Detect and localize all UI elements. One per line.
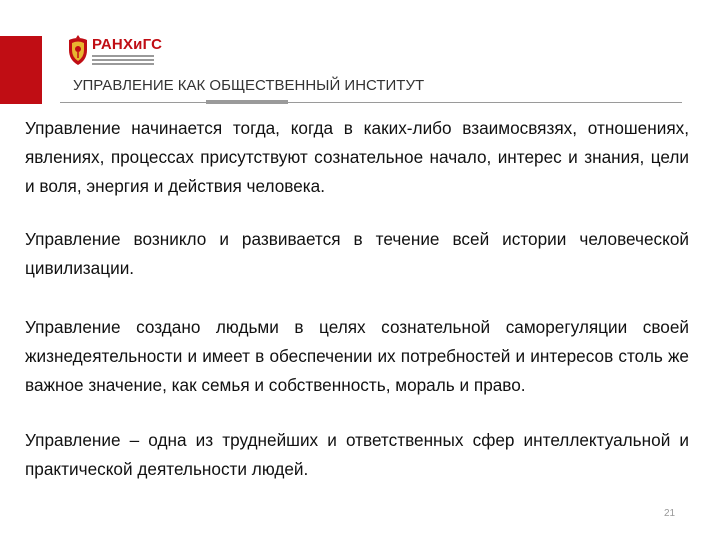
ranepa-logo	[66, 34, 186, 74]
emblem-icon	[66, 34, 90, 66]
page-number: 21	[664, 508, 676, 519]
title-underline-accent	[206, 100, 288, 104]
logo-subtitle	[92, 55, 154, 67]
paragraph-4: Управление – одна из труднейших и ответственных сфер интеллектуальной и практической деятельности людей.	[25, 430, 689, 479]
slide-content	[25, 114, 689, 484]
paragraph-3: Управление создано людьми в целях сознательной саморегуляции своей жизнедеятельности и имеет в обеспечении их потребностей и интересов столь же важное значение, как семья и собственность, мораль и право.	[25, 317, 689, 395]
logo-wordmark: РАНХиГС	[92, 36, 163, 53]
title-underline	[60, 102, 682, 103]
paragraph-1: Управление начинается тогда, когда в каких-либо взаимосвязях, отношениях, явлениях, процессах присутствуют сознательное начало, интерес и знания, цели и воля, энергия и действия человека.	[25, 118, 689, 196]
slide-title: УПРАВЛЕНИЕ КАК ОБЩЕСТВЕННЫЙ ИНСТИТУТ	[73, 77, 425, 94]
accent-bar	[0, 36, 42, 104]
paragraph-2: Управление возникло и развивается в течение всей истории человеческой цивилизации.	[25, 229, 689, 278]
